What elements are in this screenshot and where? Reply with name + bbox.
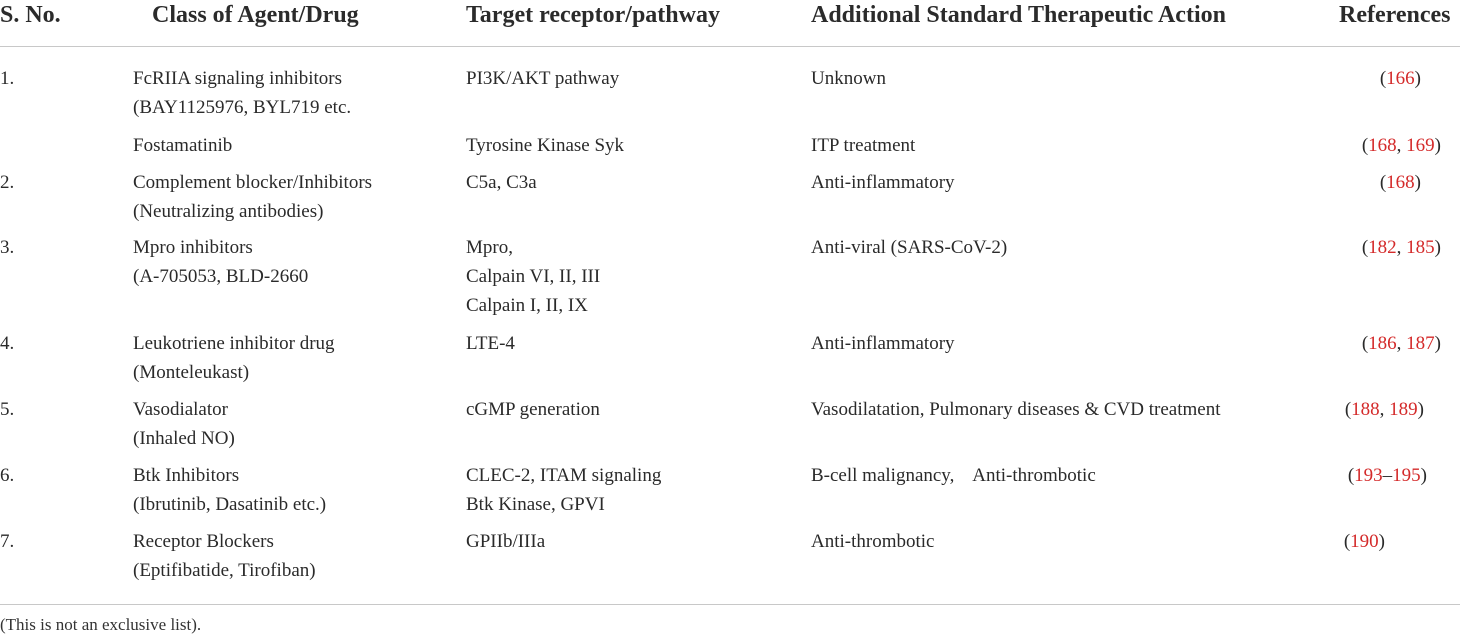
reference-link[interactable]: 190	[1350, 531, 1379, 552]
cell-target-line: Mpro,	[466, 237, 513, 258]
cell-action: Anti-viral (SARS-CoV-2)	[811, 237, 1008, 258]
cell-sno: 4.	[0, 333, 15, 354]
cell-references: (168, 169)	[1361, 135, 1441, 156]
cell-target	[466, 131, 624, 160]
reference-link[interactable]: 182	[1368, 237, 1397, 258]
cell-agent	[133, 168, 372, 226]
cell-target-line: LTE-4	[466, 333, 515, 354]
cell-target-line: cGMP generation	[466, 399, 600, 420]
cell-target-line: Btk Kinase, GPVI	[466, 494, 605, 515]
header-action: Additional Standard Therapeutic Action	[811, 2, 1226, 28]
cell-sno: 2.	[0, 172, 15, 193]
reference-link[interactable]: 186	[1368, 333, 1397, 354]
header-sno: S. No.	[0, 2, 61, 28]
cell-agent	[133, 233, 308, 291]
cell-agent-line: (A-705053, BLD-2660	[133, 266, 309, 287]
cell-references: (190)	[1343, 531, 1385, 552]
reference-link[interactable]: 168	[1386, 172, 1415, 193]
cell-action: Anti-thrombotic	[811, 531, 935, 552]
cell-action: B-cell malignancy, Anti-thrombotic	[811, 465, 1096, 486]
cell-action: Anti-inflammatory	[811, 172, 955, 193]
bottom-rule	[0, 604, 1460, 605]
reference-link[interactable]: 187	[1406, 333, 1435, 354]
cell-target	[466, 527, 545, 556]
reference-link[interactable]: 166	[1386, 68, 1415, 89]
cell-sno: 7.	[0, 531, 15, 552]
cell-agent	[133, 461, 326, 519]
cell-target	[466, 168, 537, 197]
header-class: Class of Agent/Drug	[152, 2, 359, 28]
reference-link[interactable]: 168	[1368, 135, 1397, 156]
reference-link[interactable]: 193	[1354, 465, 1383, 486]
cell-agent-line: Leukotriene inhibitor drug	[133, 333, 335, 354]
cell-target	[466, 395, 600, 424]
cell-references: (193–195)	[1347, 465, 1427, 486]
header-rule	[0, 46, 1460, 47]
cell-agent	[133, 329, 335, 387]
cell-agent-line: Btk Inhibitors	[133, 465, 240, 486]
footnote: (This is not an exclusive list).	[0, 615, 202, 634]
cell-action: Vasodilatation, Pulmonary diseases & CVD treatment	[811, 399, 1221, 420]
cell-target-line: C5a, C3a	[466, 172, 537, 193]
cell-agent-line: Vasodialator	[133, 399, 228, 420]
cell-agent	[133, 131, 232, 160]
cell-references: (166)	[1379, 68, 1421, 89]
reference-separator: ,	[1396, 135, 1407, 156]
cell-references: (168)	[1379, 172, 1421, 193]
cell-agent-line: Complement blocker/Inhibitors	[133, 172, 373, 193]
reference-separator: ,	[1396, 333, 1407, 354]
cell-references: (188, 189)	[1344, 399, 1424, 420]
cell-references: (182, 185)	[1361, 237, 1441, 258]
cell-agent-line: Receptor Blockers	[133, 531, 274, 552]
cell-target	[466, 329, 515, 358]
cell-target-line: PI3K/AKT pathway	[466, 68, 620, 89]
cell-agent	[133, 527, 316, 585]
cell-target-line: CLEC-2, ITAM signaling	[466, 465, 662, 486]
cell-action: Anti-inflammatory	[811, 333, 955, 354]
cell-agent-line: (Neutralizing antibodies)	[133, 201, 324, 222]
cell-agent	[133, 395, 235, 453]
cell-agent	[133, 64, 351, 122]
cell-action: ITP treatment	[811, 135, 916, 156]
cell-references: (186, 187)	[1361, 333, 1441, 354]
cell-target-line: Tyrosine Kinase Syk	[466, 135, 625, 156]
header-references: References	[1339, 2, 1451, 28]
cell-sno: 1.	[0, 68, 15, 89]
cell-target	[466, 461, 661, 519]
table-header	[0, 0, 1460, 46]
cell-agent-line: Fostamatinib	[133, 135, 233, 156]
reference-link[interactable]: 195	[1392, 465, 1421, 486]
cell-target	[466, 233, 600, 320]
cell-agent-line: (Ibrutinib, Dasatinib etc.)	[133, 494, 327, 515]
cell-action: Unknown	[811, 68, 886, 89]
reference-link[interactable]: 185	[1406, 237, 1435, 258]
header-target: Target receptor/pathway	[466, 2, 720, 28]
reference-separator: ,	[1396, 237, 1407, 258]
cell-agent-line: Mpro inhibitors	[133, 237, 253, 258]
cell-sno: 5.	[0, 399, 15, 420]
cell-target-line: Calpain VI, II, III	[466, 266, 601, 287]
reference-link[interactable]: 169	[1406, 135, 1435, 156]
cell-agent-line: (Eptifibatide, Tirofiban)	[133, 560, 316, 581]
cell-target-line: Calpain I, II, IX	[466, 295, 588, 316]
reference-link[interactable]: 189	[1389, 399, 1418, 420]
cell-agent-line: (Monteleukast)	[133, 362, 250, 383]
cell-sno: 6.	[0, 465, 15, 486]
cell-sno: 3.	[0, 237, 15, 258]
cell-agent-line: (BAY1125976, BYL719 etc.	[133, 97, 352, 118]
cell-agent-line: FcRIIA signaling inhibitors	[133, 68, 342, 89]
reference-separator: –	[1382, 465, 1393, 486]
cell-agent-line: (Inhaled NO)	[133, 428, 235, 449]
reference-link[interactable]: 188	[1351, 399, 1380, 420]
cell-target	[466, 64, 619, 93]
cell-target-line: GPIIb/IIIa	[466, 531, 546, 552]
reference-separator: ,	[1379, 399, 1390, 420]
